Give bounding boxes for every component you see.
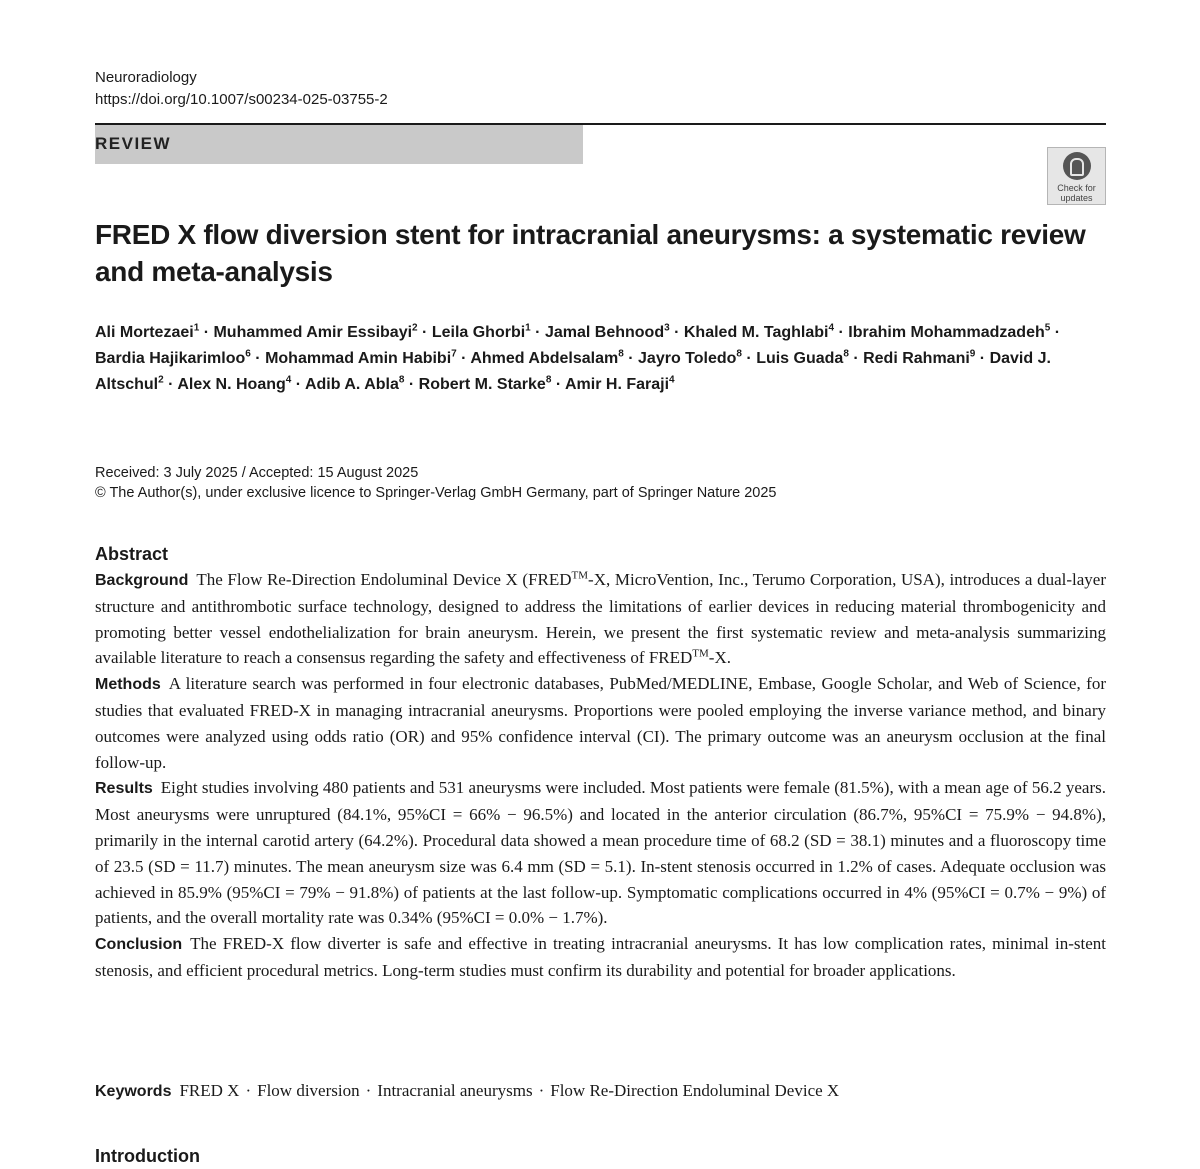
abstract-background [95,567,1106,671]
author-affiliation: 4 [285,374,292,386]
author-list: Ali Mortezaei$^1$ · Muhammed Amir Essibayi$^2$ · Leila Ghorbi$^1$ · Jamal Behnood$^3$ · Khaled M. Taghlabi$^4$ · Ibrahim Mohammadzadeh$^5$ · Bardia Hajikarimloo$^6$ · Mohammad Amin Habibi$^7$ · Ahmed Abdelsalam$^8$ · Jayro Toledo$^8$ · Luis Guada$^8$ · Redi Rahmani$^9$ · David J. Altschul$^2$ · Alex N. Hoang$^4$ · Adib A. Abla$^8$ · Robert M. Starke$^8$ · Amir H. Faraji$^4$ [95,322,1061,393]
background-label: Background [95,572,189,589]
author-affiliation: 8 [618,348,624,360]
author-name[interactable]: Alex N. Hoang [177,376,286,393]
author-name[interactable]: Amir H. Faraji [565,376,670,393]
author-name[interactable]: David J. Altschul [95,350,1051,393]
check-for-updates-button[interactable] [1047,147,1106,205]
methods-text: A literature search was performed in four electronic databases, PubMed/MEDLINE, Embase, Google Scholar, and Web of Science, for studies that evaluated FRED-X in managing intracranial aneurysms. Proportions were pooled employing the inverse variance method, and binary outcomes were analyzed using odds ratio (OR) and 95% confidence interval (CI). The primary outcome was an aneurysm occlusion at the final follow-up. [95,674,1106,772]
keyword-item: Flow diversion [257,1081,360,1100]
abstract-conclusion [95,931,1106,984]
author-name[interactable]: Bardia Hajikarimloo [95,350,246,367]
author-name[interactable]: Leila Ghorbi [431,324,526,341]
keywords [95,1078,1106,1105]
abstract-section [95,541,1106,984]
author-affiliation: 4 [669,374,675,386]
author-affiliation: 5 [1044,322,1051,334]
keyword-item: FRED X [179,1081,240,1100]
author-affiliation: 2 [412,322,418,334]
results-label: Results [95,780,153,798]
author-affiliation: 7 [451,348,457,360]
methods-label: Methods [95,676,161,694]
background-text-2: -X, MicroVention, Inc., Terumo Corporation, USA), introduces a dual-layer structure and antithrombotic surface technology, designed to address the limitations of earlier devices in reducing material thrombogenicity and promoting better vessel endothelialization for brain aneurysm. Herein, we present the first systematic review and meta-analysis summarizing available literature to reach a consensus regarding the safety and effectiveness of FRED [95,570,1106,668]
author-name[interactable]: Jayro Toledo [638,350,737,367]
author-name[interactable]: Mohammad Amin Habibi [265,350,452,367]
received-accepted-dates: Received: 3 July 2025 / Accepted: 15 August 2025 [95,465,419,481]
author-name[interactable]: Ali Mortezaei [95,324,194,341]
author-name[interactable]: Luis Guada [756,350,844,367]
doi-link[interactable]: https://doi.org/10.1007/s00234-025-03755-2 [95,91,388,108]
keyword-item: Flow Re-Direction Endoluminal Device X [550,1081,840,1100]
abstract-methods [95,671,1106,775]
conclusion-text: The FRED-X flow diverter is safe and effective in treating intracranial aneurysms. It has low complication rates, minimal in-stent stenosis, and efficient procedural metrics. Long-term studies must confirm its durability and potential for broader applications. [95,934,1106,980]
keyword-list: FRED X · Flow diversion · Intracranial aneurysms · Flow Re-Direction Endoluminal Device X [179,1081,840,1100]
author-affiliation: 8 [545,374,552,386]
abstract-results [95,775,1106,931]
author-affiliation: 4 [828,322,835,334]
author-affiliation: 6 [245,348,251,360]
author-affiliation: 1 [525,322,531,334]
author-name[interactable]: Adib A. Abla [304,376,399,393]
results-text: Eight studies involving 480 patients and 531 aneurysms were included. Most patients were female (81.5%), with a mean age of 56.2 years. Most aneurysms were unruptured (84.1%, 95%CI = 66% − 96.5%) and located in the anterior circulation (86.7%, 95%CI = 75.9% − 94.8%), primarily in the internal carotid artery (64.2%). Procedural data showed a mean procedure time of 68.2 (SD = 38.1) minutes and a fluoroscopy time of 23.5 (SD = 11.7) minutes. The mean aneurysm size was 6.4 mm (SD = 5.1). In-stent stenosis occurred in 1.2% of cases. Adequate occlusion was achieved in 85.9% (95%CI = 79% − 91.8%) of patients at the last follow-up. Symptomatic complications occurred in 4% (95%CI = 0.7% − 9%) of patients, and the overall mortality rate was 0.34% (95%CI = 0.0% − 1.7%). [95,778,1106,928]
author-name[interactable]: Redi Rahmani [863,350,970,367]
background-text-1: The Flow Re-Direction Endoluminal Device X (FRED [196,570,572,589]
trademark-sup-1: TM [571,569,589,582]
copyright-notice: © The Author(s), under exclusive licence to Springer-Verlag GmbH Germany, part of Springer Nature 2025 [95,485,777,501]
abstract-heading: Abstract [95,544,169,564]
author-name[interactable]: Robert M. Starke [418,376,546,393]
author-name[interactable]: Ahmed Abdelsalam [470,350,619,367]
author-name[interactable]: Ibrahim Mohammadzadeh [848,324,1045,341]
trademark-sup-2: TM [692,647,709,660]
article-type-band [95,125,583,164]
journal-name: Neuroradiology [95,69,197,86]
author-affiliation: 8 [736,348,742,360]
author-affiliation: 9 [969,348,976,360]
author-affiliation: 1 [193,322,200,334]
author-affiliation: 3 [664,322,670,334]
keyword-item: Intracranial aneurysms [377,1081,533,1100]
conclusion-label: Conclusion [95,936,183,954]
keywords-label: Keywords [95,1083,172,1100]
author-affiliation: 8 [843,348,849,360]
author-name[interactable]: Jamal Behnood [544,324,665,341]
author-affiliation: 8 [398,374,405,386]
author-name[interactable]: Khaled M. Taghlabi [683,324,829,341]
background-text-3: -X. [708,648,731,668]
article-title: FRED X flow diversion stent for intracranial aneurysms: a systematic review and meta-analysis [95,219,1086,287]
author-affiliation: 2 [158,374,164,386]
introduction-heading: Introduction [95,1146,200,1166]
article-type-label: REVIEW [95,134,172,153]
bookmark-icon [1063,152,1091,180]
author-name[interactable]: Muhammed Amir Essibayi [213,324,413,341]
check-for-updates-label: Check for updates [1057,183,1096,203]
